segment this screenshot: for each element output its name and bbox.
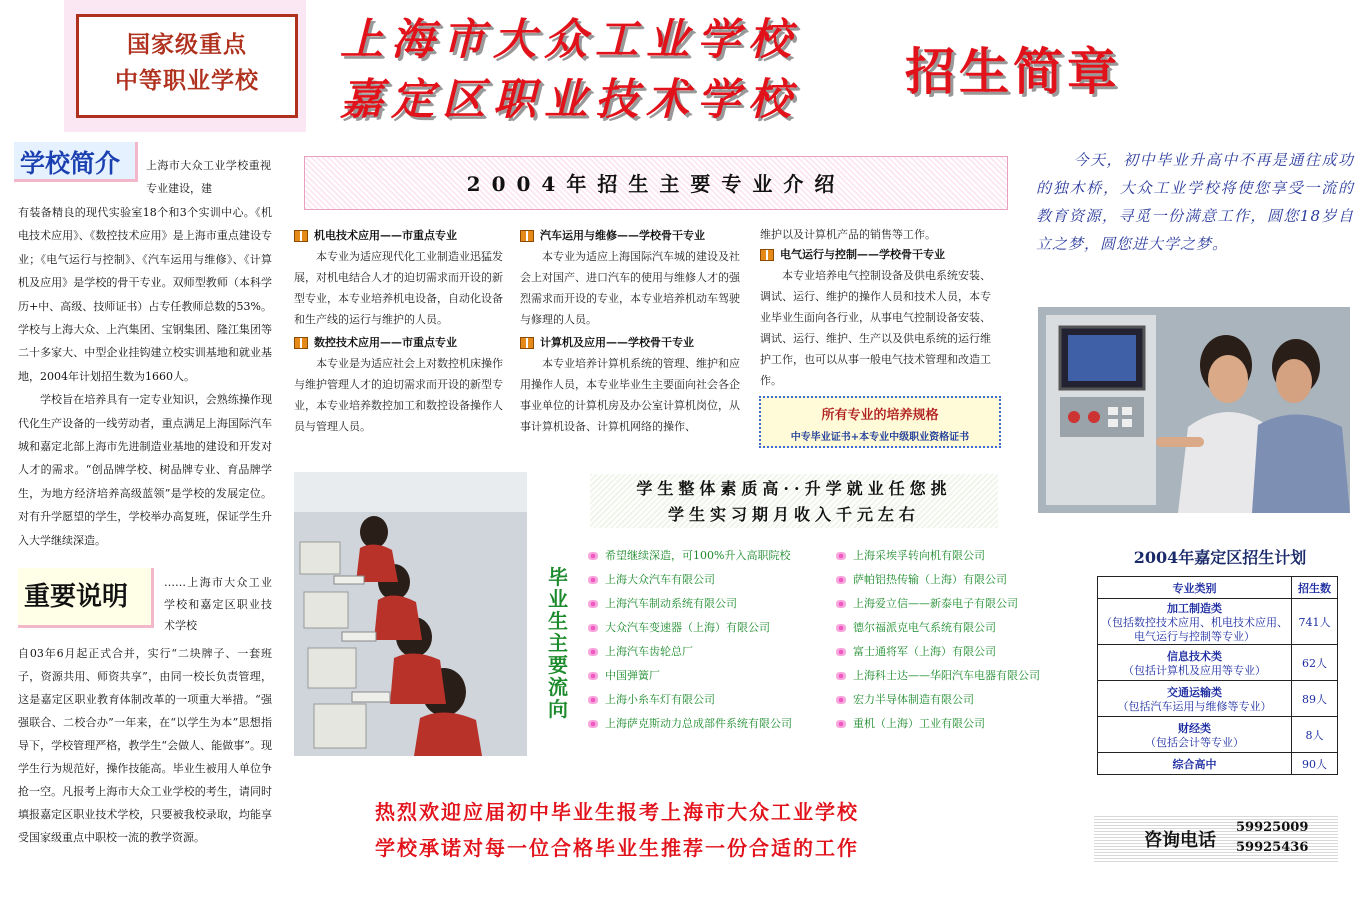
category-name: 信息技术类 xyxy=(1167,649,1222,663)
major-body: 本专业培养电气控制设备及供电系统安装、调试、运行、维护的操作人员和技术人员，本专业毕业生面向各行业，从事电气控制设备安装、调试、运行、维护、生产以及供电系统的运行维护工作，也可以从事一般电气技术管理和改造工作。 xyxy=(760,269,991,387)
phone-number-2: 59925436 xyxy=(1236,840,1309,855)
major-electrical xyxy=(760,244,992,391)
destination-name: 希望继续深造，可100%升入高职院校 xyxy=(605,549,791,562)
list-item xyxy=(836,712,1076,736)
category-note: （包括汽车运用与维修等专业） xyxy=(1117,699,1272,713)
bullet-icon xyxy=(588,600,598,608)
list-item xyxy=(588,712,828,736)
majors-header: 2004年招生主要专业介绍 xyxy=(304,156,1008,210)
major-body: 本专业培养计算机系统的管理、维护和应用操作人员，本专业毕业生主要面向社会各企事业单位的计算机房及办公室计算机岗位，从事计算机设备、计算机网络的操作、 xyxy=(520,357,740,433)
standard-body: 中专毕业证书+本专业中级职业资格证书 xyxy=(790,432,970,443)
bullet-icon xyxy=(836,648,846,656)
major-automotive xyxy=(520,225,750,330)
intro-paragraph-2: 学校旨在培养具有一定专业知识，会熟练操作现代化生产设备的一线劳动者，重点满足上海国际汽车城和嘉定北部上海市先进制造业基地的建设和开发对人才的需求。“创品牌学校、树品牌专业、育品牌学生，为地方经济培养高级蓝领”是学校的发展定位。对有升学愿望的学生，学校举办高复班，保证学生升入大学继续深造。 xyxy=(18,393,272,547)
computer-classroom-illustration xyxy=(294,472,527,756)
bullet-icon xyxy=(588,672,598,680)
category-count: 89人 xyxy=(1292,681,1338,717)
major-computer-continued: 维护以及计算机产品的销售等工作。 xyxy=(760,228,936,241)
list-item xyxy=(588,616,828,640)
destination-name: 萨帕铝热传输（上海）有限公司 xyxy=(853,573,1007,586)
book-icon xyxy=(520,230,534,242)
major-computer xyxy=(520,332,750,437)
list-item xyxy=(588,664,828,688)
intro-text xyxy=(18,201,272,552)
destinations-left-list xyxy=(588,544,828,736)
phone-number-1: 59925009 xyxy=(1236,820,1309,835)
table-header-row xyxy=(1098,577,1338,599)
contact-box xyxy=(1094,814,1338,862)
category-name: 加工制造类 xyxy=(1167,601,1222,615)
destination-name: 大众汽车变速器（上海）有限公司 xyxy=(605,621,770,634)
contact-phones xyxy=(1236,818,1308,858)
category-count: 8人 xyxy=(1292,717,1338,753)
major-body: 本专业为适应现代化工业制造业迅猛发展，对机电结合人才的迫切需求而开设的新型专业，本专业培养机电设备，自动化设备和生产线的运行与维护的人员。 xyxy=(294,250,503,326)
destination-name: 富士通将军（上海）有限公司 xyxy=(853,645,996,658)
major-title: 计算机及应用——学校骨干专业 xyxy=(540,336,694,349)
major-title: 机电技术应用——市重点专业 xyxy=(314,229,457,242)
major-title: 汽车运用与维修——学校骨干专业 xyxy=(540,229,705,242)
major-cnc xyxy=(294,332,512,437)
job-promise-slogan: 学校承诺对每一位合格毕业生推荐一份合适的工作 xyxy=(375,836,859,860)
destination-name: 上海爱立信——新泰电子有限公司 xyxy=(853,597,1018,610)
bullet-icon xyxy=(836,696,846,704)
list-item xyxy=(588,640,828,664)
bullet-icon xyxy=(588,696,598,704)
intro-lead: 上海市大众工业学校重视专业建设，建 xyxy=(146,159,271,196)
standard-title: 所有专业的培养规格 xyxy=(821,408,939,423)
list-item xyxy=(836,640,1076,664)
column-header-category: 专业类别 xyxy=(1098,577,1292,599)
list-item xyxy=(836,592,1076,616)
recruit-title: 招生简章 xyxy=(905,42,1121,101)
bullet-icon xyxy=(588,720,598,728)
major-body: 本专业是为适应社会上对数控机床操作与维护管理人才的迫切需求而开设的新型专业，本专业培养数控加工和数控设备操作人员与管理人员。 xyxy=(294,357,503,433)
notice-paragraph: 自03年6月起正式合并，实行“二块牌子、一套班子，资源共用、师资共享”，由同一校长负责管理，这是嘉定区职业教育体制改革的一项重大举措。“强强联合、二校合办”一年来，在“以学生为本”思想指导下，学校管理严格，教学生“会做人、能做事”。现学生行为规范好，操作技能高。毕业生被用人单位争抢一空。凡报考上海市大众工业学校的考生，请同时填报嘉定区职业技术学校，只要被我校录取，均能享受国家级重点中职校一流的教学资源。 xyxy=(18,647,272,844)
enrollment-plan-table xyxy=(1097,576,1338,775)
bullet-icon xyxy=(588,576,598,584)
category-name: 财经类 xyxy=(1178,721,1211,735)
list-item xyxy=(588,568,828,592)
national-key-school-badge xyxy=(76,14,298,118)
bullet-icon xyxy=(836,600,846,608)
list-item xyxy=(836,664,1076,688)
bullet-icon xyxy=(836,624,846,632)
destination-name: 上海大众汽车有限公司 xyxy=(605,573,715,586)
intro-paragraph-1: 有装备精良的现代实验室18个和3个实训中心。《机电技术应用》、《数控技术应用》是上海市重点建设专业；《电气运行与控制》、《汽车运用与维修》、《计算机及应用》是学校的骨干专业。双师型教师（本科学历+中、高级、技师证书）占专任教师总数的53%。学校与上海大众、上汽集团、宝钢集团、隆江集团等二十多家大、中型企业挂钩建立校实训基地和就业基地，2004年计划招生数为1660人。 xyxy=(18,206,272,383)
list-item xyxy=(588,592,828,616)
destinations-right-list xyxy=(836,544,1076,736)
category-note: （包括计算机及应用等专业） xyxy=(1123,663,1266,677)
computer-classroom-photo xyxy=(294,472,527,756)
contact-label: 咨询电话 xyxy=(1144,830,1216,851)
destination-name: 上海小糸车灯有限公司 xyxy=(605,693,715,706)
cnc-training-illustration xyxy=(1038,307,1350,513)
badge-line2: 中等职业学校 xyxy=(115,68,259,94)
major-title: 电气运行与控制——学校骨干专业 xyxy=(780,248,945,261)
bullet-icon xyxy=(588,552,598,560)
destination-name: 上海汽车齿轮总厂 xyxy=(605,645,693,658)
column-header-count: 招生数 xyxy=(1292,577,1338,599)
destination-name: 上海萨克斯动力总成部件系统有限公司 xyxy=(605,717,792,730)
table-row xyxy=(1098,753,1338,775)
destination-name: 上海科士达——华阳汽车电器有限公司 xyxy=(853,669,1040,682)
training-standard-box xyxy=(759,396,1001,448)
book-icon xyxy=(294,337,308,349)
slogan-line-2: 学生实习期月收入千元左右 xyxy=(667,505,920,524)
book-icon xyxy=(520,337,534,349)
category-name: 综合高中 xyxy=(1172,757,1217,771)
badge-line1: 国家级重点 xyxy=(127,32,247,58)
cnc-training-photo xyxy=(1038,307,1350,513)
major-title: 数控技术应用——市重点专业 xyxy=(314,336,457,349)
school-name-1: 上海市大众工业学校 xyxy=(340,15,799,65)
table-row xyxy=(1098,681,1338,717)
bullet-icon xyxy=(836,672,846,680)
category-count: 741人 xyxy=(1292,599,1338,645)
destination-name: 上海采埃孚转向机有限公司 xyxy=(853,549,985,562)
slogan-line-1: 学生整体素质高··升学就业任您挑 xyxy=(636,479,952,498)
list-item xyxy=(836,616,1076,640)
destination-name: 上海汽车制动系统有限公司 xyxy=(605,597,737,610)
destination-name: 重机（上海）工业有限公司 xyxy=(853,717,985,730)
list-item xyxy=(588,688,828,712)
book-icon xyxy=(294,230,308,242)
destinations-title: 毕业生主要流向 xyxy=(548,565,568,721)
list-item xyxy=(836,544,1076,568)
major-mechatronics xyxy=(294,225,512,330)
welcome-slogan: 热烈欢迎应届初中毕业生报考上海市大众工业学校 xyxy=(375,800,859,824)
destination-name: 宏力半导体制造有限公司 xyxy=(853,693,974,706)
category-name: 交通运输类 xyxy=(1167,685,1222,699)
category-count: 90人 xyxy=(1292,753,1338,775)
destination-name: 德尔福派克电气系统有限公司 xyxy=(853,621,996,634)
list-item xyxy=(836,688,1076,712)
major-body: 本专业为适应上海国际汽车城的建设及社会上对国产、进口汽车的使用与维修人才的强烈需求而开设的专业，本专业培养机动车驾驶与修理的人员。 xyxy=(520,250,740,326)
bullet-icon xyxy=(588,624,598,632)
promo-quote: 今天，初中毕业升高中不再是通往成功的独木桥，大众工业学校将使您享受一流的教育资源，寻觅一份满意工作，圆您18岁自立之梦，圆您进大学之梦。 xyxy=(1036,151,1354,253)
slogan-box xyxy=(590,474,998,528)
destination-name: 中国弹簧厂 xyxy=(605,669,660,682)
notice-lead: ……上海市大众工业学校和嘉定区职业技术学校 xyxy=(164,576,272,632)
list-item xyxy=(836,568,1076,592)
plan-title: 2004年嘉定区招生计划 xyxy=(1133,548,1307,567)
book-icon xyxy=(760,249,774,261)
bullet-icon xyxy=(588,648,598,656)
bullet-icon xyxy=(836,576,846,584)
bullet-icon xyxy=(836,720,846,728)
category-note: （包括会计等专业） xyxy=(1145,735,1244,749)
category-note: （包括数控技术应用、机电技术应用、电气运行与控制等专业） xyxy=(1101,615,1288,643)
table-row xyxy=(1098,599,1338,645)
notice-heading: 重要说明 xyxy=(18,568,154,628)
table-row xyxy=(1098,645,1338,681)
intro-heading: 学校简介 xyxy=(14,142,138,182)
bullet-icon xyxy=(836,552,846,560)
table-row xyxy=(1098,717,1338,753)
school-name-2: 嘉定区职业技术学校 xyxy=(340,75,799,125)
list-item xyxy=(588,544,828,568)
category-count: 62人 xyxy=(1292,645,1338,681)
